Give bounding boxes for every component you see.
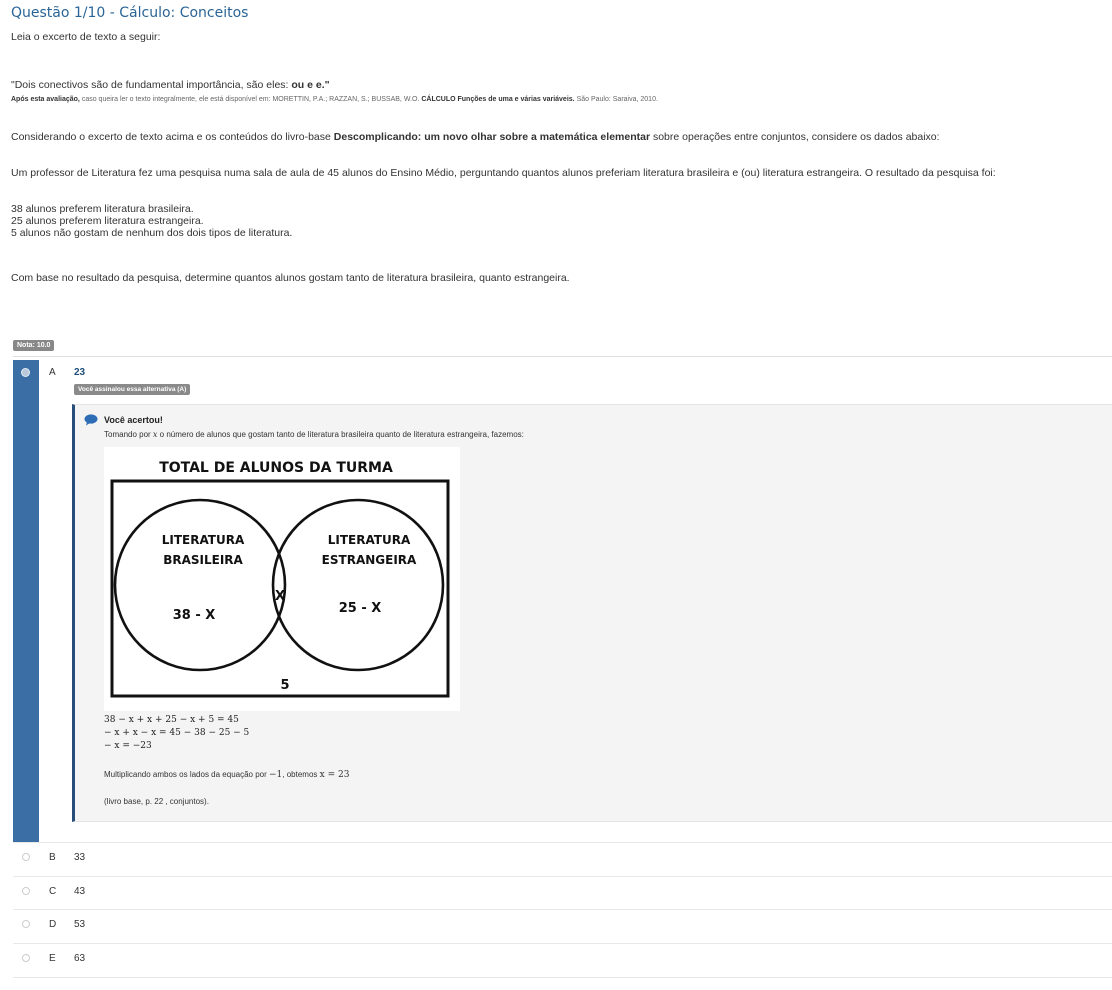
context-post: sobre operações entre conjuntos, considere os dados abaixo: bbox=[650, 131, 940, 143]
reference-text bbox=[11, 96, 658, 103]
venn-title: TOTAL DE ALUNOS DA TURMA bbox=[159, 460, 393, 476]
venn-outside-value: 5 bbox=[280, 678, 290, 693]
venn-right-label: ESTRANGEIRA bbox=[321, 553, 417, 567]
radio-icon[interactable] bbox=[22, 853, 30, 861]
radio-icon[interactable] bbox=[22, 920, 30, 928]
source-text: (livro base, p. 22 , conjuntos). bbox=[104, 797, 209, 806]
option-letter-a: A bbox=[49, 367, 56, 378]
option-value-b[interactable]: 33 bbox=[74, 852, 86, 863]
equation-line: − x + x − x = 45 − 38 − 25 − 5 bbox=[104, 728, 250, 738]
results-list bbox=[11, 203, 292, 239]
option-letter-e: E bbox=[49, 953, 56, 964]
equation-line: − x = −23 bbox=[104, 741, 152, 751]
mult-pre: Multiplicando ambos os lados da equação por bbox=[104, 770, 269, 779]
reference-main: caso queira ler o texto integralmente, ele está disponível em: MORETTIN, P.A.; RAZZAN, S.; BUSSAB, W.O. bbox=[79, 96, 422, 103]
divider bbox=[13, 943, 1112, 944]
context-book: Descomplicando: um novo olhar sobre a matemática elementar bbox=[333, 131, 651, 143]
option-value-c[interactable]: 43 bbox=[74, 886, 86, 897]
quote-bold: ou e e." bbox=[291, 79, 330, 91]
venn-right-label: LITERATURA bbox=[327, 533, 411, 547]
context-text bbox=[11, 131, 940, 143]
venn-left-label: LITERATURA bbox=[161, 533, 245, 547]
mult-value: −1 bbox=[269, 770, 283, 780]
feedback-text bbox=[104, 430, 524, 439]
feedback-title: Você acertou! bbox=[104, 415, 163, 425]
venn-right-value: 25 - X bbox=[338, 601, 382, 616]
feedback-text-post: o número de alunos que gostam tanto de literatura brasileira quanto de literatura estrangeira, fazemos: bbox=[157, 430, 524, 439]
radio-icon[interactable] bbox=[22, 954, 30, 962]
option-letter-c: C bbox=[49, 886, 57, 897]
reference-tail: São Paulo: Saraiva, 2010. bbox=[574, 96, 658, 103]
selected-alternative-badge: Você assinalou essa alternativa (A) bbox=[74, 384, 190, 395]
divider bbox=[13, 842, 1112, 843]
divider bbox=[13, 356, 1112, 357]
result-item: 5 alunos não gostam de nenhum dos dois tipos de literatura. bbox=[11, 227, 293, 239]
radio-selected-icon[interactable] bbox=[21, 368, 30, 377]
divider bbox=[13, 909, 1112, 910]
result-item: 38 alunos preferem literatura brasileira. bbox=[11, 203, 194, 215]
mult-mid: , obtemos bbox=[282, 770, 320, 779]
reference-book: CÁLCULO Funções de uma e várias variáveis. bbox=[421, 96, 575, 103]
selected-option-bar[interactable] bbox=[13, 360, 39, 842]
context-pre: Considerando o excerto de texto acima e os conteúdos do livro-base bbox=[11, 131, 334, 143]
quote-main: "Dois conectivos são de fundamental importância, são eles: bbox=[11, 79, 292, 91]
grade-badge: Nota: 10.0 bbox=[13, 340, 54, 351]
option-value-a[interactable]: 23 bbox=[74, 367, 86, 378]
mult-result: x = 23 bbox=[319, 770, 350, 780]
speech-bubble-icon bbox=[84, 413, 98, 431]
page-title: Questão 1/10 - Cálculo: Conceitos bbox=[11, 5, 249, 21]
feedback-variable: x bbox=[152, 430, 158, 439]
divider bbox=[13, 977, 1112, 978]
option-letter-d: D bbox=[49, 919, 57, 930]
intro-text: Leia o excerto de texto a seguir: bbox=[11, 31, 161, 43]
option-letter-b: B bbox=[49, 852, 56, 863]
equation-line: 38 − x + x + 25 − x + 5 = 45 bbox=[104, 715, 239, 725]
venn-left-value: 38 - X bbox=[172, 608, 216, 623]
divider bbox=[13, 876, 1112, 877]
survey-text: Um professor de Literatura fez uma pesquisa numa sala de aula de 45 alunos do Ensino Médio, perguntando quantos alunos preferiam literatura brasileira e (ou) literatura estrangeira. O resultado da pesquisa foi: bbox=[11, 167, 996, 179]
venn-center-value: X bbox=[274, 589, 286, 604]
option-value-d[interactable]: 53 bbox=[74, 919, 86, 930]
result-item: 25 alunos preferem literatura estrangeira. bbox=[11, 215, 204, 227]
quote-text bbox=[11, 79, 330, 91]
option-value-e[interactable]: 63 bbox=[74, 953, 86, 964]
venn-left-label: BRASILEIRA bbox=[163, 553, 243, 567]
reference-bold: Após esta avaliação, bbox=[11, 96, 80, 103]
multiplication-text bbox=[104, 770, 349, 780]
prompt-text: Com base no resultado da pesquisa, determine quantos alunos gostam tanto de literatura brasileira, quanto estrangeira. bbox=[11, 272, 570, 284]
feedback-text-pre: Tomando por bbox=[104, 430, 153, 439]
radio-icon[interactable] bbox=[22, 887, 30, 895]
venn-diagram bbox=[104, 447, 460, 711]
